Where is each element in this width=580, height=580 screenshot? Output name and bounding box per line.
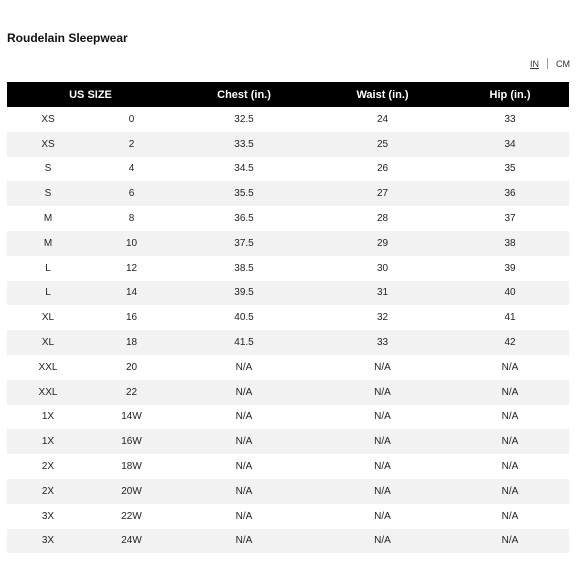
- cell-chest: 38.5: [174, 256, 314, 281]
- cell-chest: 34.5: [174, 157, 314, 182]
- cell-numeric-size: 18W: [89, 454, 174, 479]
- cell-size: XXL: [7, 355, 89, 380]
- table-row: [7, 429, 569, 454]
- cell-waist: 30: [314, 256, 451, 281]
- cell-size: 3X: [7, 529, 89, 554]
- cell-waist: N/A: [314, 529, 451, 554]
- cell-numeric-size: 20: [89, 355, 174, 380]
- cell-numeric-size: 24W: [89, 529, 174, 554]
- cell-waist: 28: [314, 206, 451, 231]
- cell-hip: N/A: [451, 355, 569, 380]
- cell-hip: 39: [451, 256, 569, 281]
- table-row: [7, 479, 569, 504]
- cell-numeric-size: 18: [89, 330, 174, 355]
- unit-divider: [547, 58, 548, 69]
- table-row: [7, 256, 569, 281]
- cell-chest: 40.5: [174, 305, 314, 330]
- cell-hip: 41: [451, 305, 569, 330]
- cell-hip: 38: [451, 231, 569, 256]
- cell-chest: N/A: [174, 454, 314, 479]
- cell-waist: 29: [314, 231, 451, 256]
- cell-numeric-size: 16W: [89, 429, 174, 454]
- table-row: [7, 454, 569, 479]
- cell-waist: N/A: [314, 355, 451, 380]
- cell-waist: 24: [314, 107, 451, 132]
- cell-hip: 35: [451, 157, 569, 182]
- cell-waist: N/A: [314, 454, 451, 479]
- cell-waist: 25: [314, 132, 451, 157]
- table-row: [7, 380, 569, 405]
- cell-chest: N/A: [174, 405, 314, 430]
- cell-chest: N/A: [174, 429, 314, 454]
- table-row: [7, 107, 569, 132]
- cell-numeric-size: 0: [89, 107, 174, 132]
- table-row: [7, 132, 569, 157]
- cell-numeric-size: 10: [89, 231, 174, 256]
- cell-hip: 37: [451, 206, 569, 231]
- table-row: [7, 231, 569, 256]
- table-row: [7, 405, 569, 430]
- header-waist: Waist (in.): [314, 82, 451, 107]
- cell-waist: 26: [314, 157, 451, 182]
- cell-size: 1X: [7, 405, 89, 430]
- cell-size: XS: [7, 132, 89, 157]
- unit-in-link[interactable]: IN: [530, 58, 539, 69]
- cell-numeric-size: 14: [89, 281, 174, 306]
- cell-chest: N/A: [174, 504, 314, 529]
- cell-numeric-size: 22W: [89, 504, 174, 529]
- cell-hip: N/A: [451, 380, 569, 405]
- cell-hip: N/A: [451, 479, 569, 504]
- table-row: [7, 206, 569, 231]
- table-row: [7, 157, 569, 182]
- cell-waist: 32: [314, 305, 451, 330]
- cell-chest: 41.5: [174, 330, 314, 355]
- cell-size: 3X: [7, 504, 89, 529]
- table-row: [7, 355, 569, 380]
- cell-numeric-size: 22: [89, 380, 174, 405]
- cell-size: S: [7, 157, 89, 182]
- cell-waist: N/A: [314, 429, 451, 454]
- table-body: [7, 107, 569, 553]
- cell-chest: 35.5: [174, 181, 314, 206]
- cell-waist: 33: [314, 330, 451, 355]
- cell-chest: 33.5: [174, 132, 314, 157]
- header-hip: Hip (in.): [451, 82, 569, 107]
- cell-hip: N/A: [451, 405, 569, 430]
- header-chest: Chest (in.): [174, 82, 314, 107]
- page-title: Roudelain Sleepwear: [7, 31, 128, 45]
- cell-chest: N/A: [174, 380, 314, 405]
- cell-size: XL: [7, 305, 89, 330]
- cell-size: 2X: [7, 454, 89, 479]
- cell-numeric-size: 8: [89, 206, 174, 231]
- table-row: [7, 504, 569, 529]
- cell-hip: 34: [451, 132, 569, 157]
- cell-size: 2X: [7, 479, 89, 504]
- cell-size: XXL: [7, 380, 89, 405]
- cell-size: XS: [7, 107, 89, 132]
- cell-numeric-size: 20W: [89, 479, 174, 504]
- cell-size: M: [7, 231, 89, 256]
- cell-numeric-size: 4: [89, 157, 174, 182]
- cell-hip: 42: [451, 330, 569, 355]
- cell-chest: 36.5: [174, 206, 314, 231]
- cell-chest: 32.5: [174, 107, 314, 132]
- table-header-row: [7, 82, 569, 107]
- cell-size: L: [7, 281, 89, 306]
- header-us-size: US SIZE: [7, 82, 174, 107]
- cell-waist: N/A: [314, 479, 451, 504]
- cell-numeric-size: 6: [89, 181, 174, 206]
- table-row: [7, 330, 569, 355]
- cell-hip: 36: [451, 181, 569, 206]
- cell-hip: N/A: [451, 454, 569, 479]
- cell-size: S: [7, 181, 89, 206]
- cell-hip: 40: [451, 281, 569, 306]
- unit-cm-link[interactable]: CM: [556, 58, 570, 69]
- cell-chest: N/A: [174, 529, 314, 554]
- cell-hip: 33: [451, 107, 569, 132]
- cell-hip: N/A: [451, 504, 569, 529]
- cell-size: 1X: [7, 429, 89, 454]
- cell-numeric-size: 2: [89, 132, 174, 157]
- cell-size: M: [7, 206, 89, 231]
- cell-hip: N/A: [451, 429, 569, 454]
- table-row: [7, 181, 569, 206]
- table-row: [7, 305, 569, 330]
- table-row: [7, 281, 569, 306]
- cell-waist: 31: [314, 281, 451, 306]
- cell-waist: N/A: [314, 380, 451, 405]
- unit-toggle: [530, 58, 570, 69]
- cell-waist: N/A: [314, 405, 451, 430]
- cell-waist: 27: [314, 181, 451, 206]
- cell-size: L: [7, 256, 89, 281]
- cell-chest: N/A: [174, 479, 314, 504]
- cell-numeric-size: 12: [89, 256, 174, 281]
- cell-chest: 37.5: [174, 231, 314, 256]
- cell-waist: N/A: [314, 504, 451, 529]
- cell-size: XL: [7, 330, 89, 355]
- size-chart-table: [7, 82, 569, 553]
- cell-numeric-size: 14W: [89, 405, 174, 430]
- cell-numeric-size: 16: [89, 305, 174, 330]
- cell-chest: N/A: [174, 355, 314, 380]
- table-row: [7, 529, 569, 554]
- cell-hip: N/A: [451, 529, 569, 554]
- cell-chest: 39.5: [174, 281, 314, 306]
